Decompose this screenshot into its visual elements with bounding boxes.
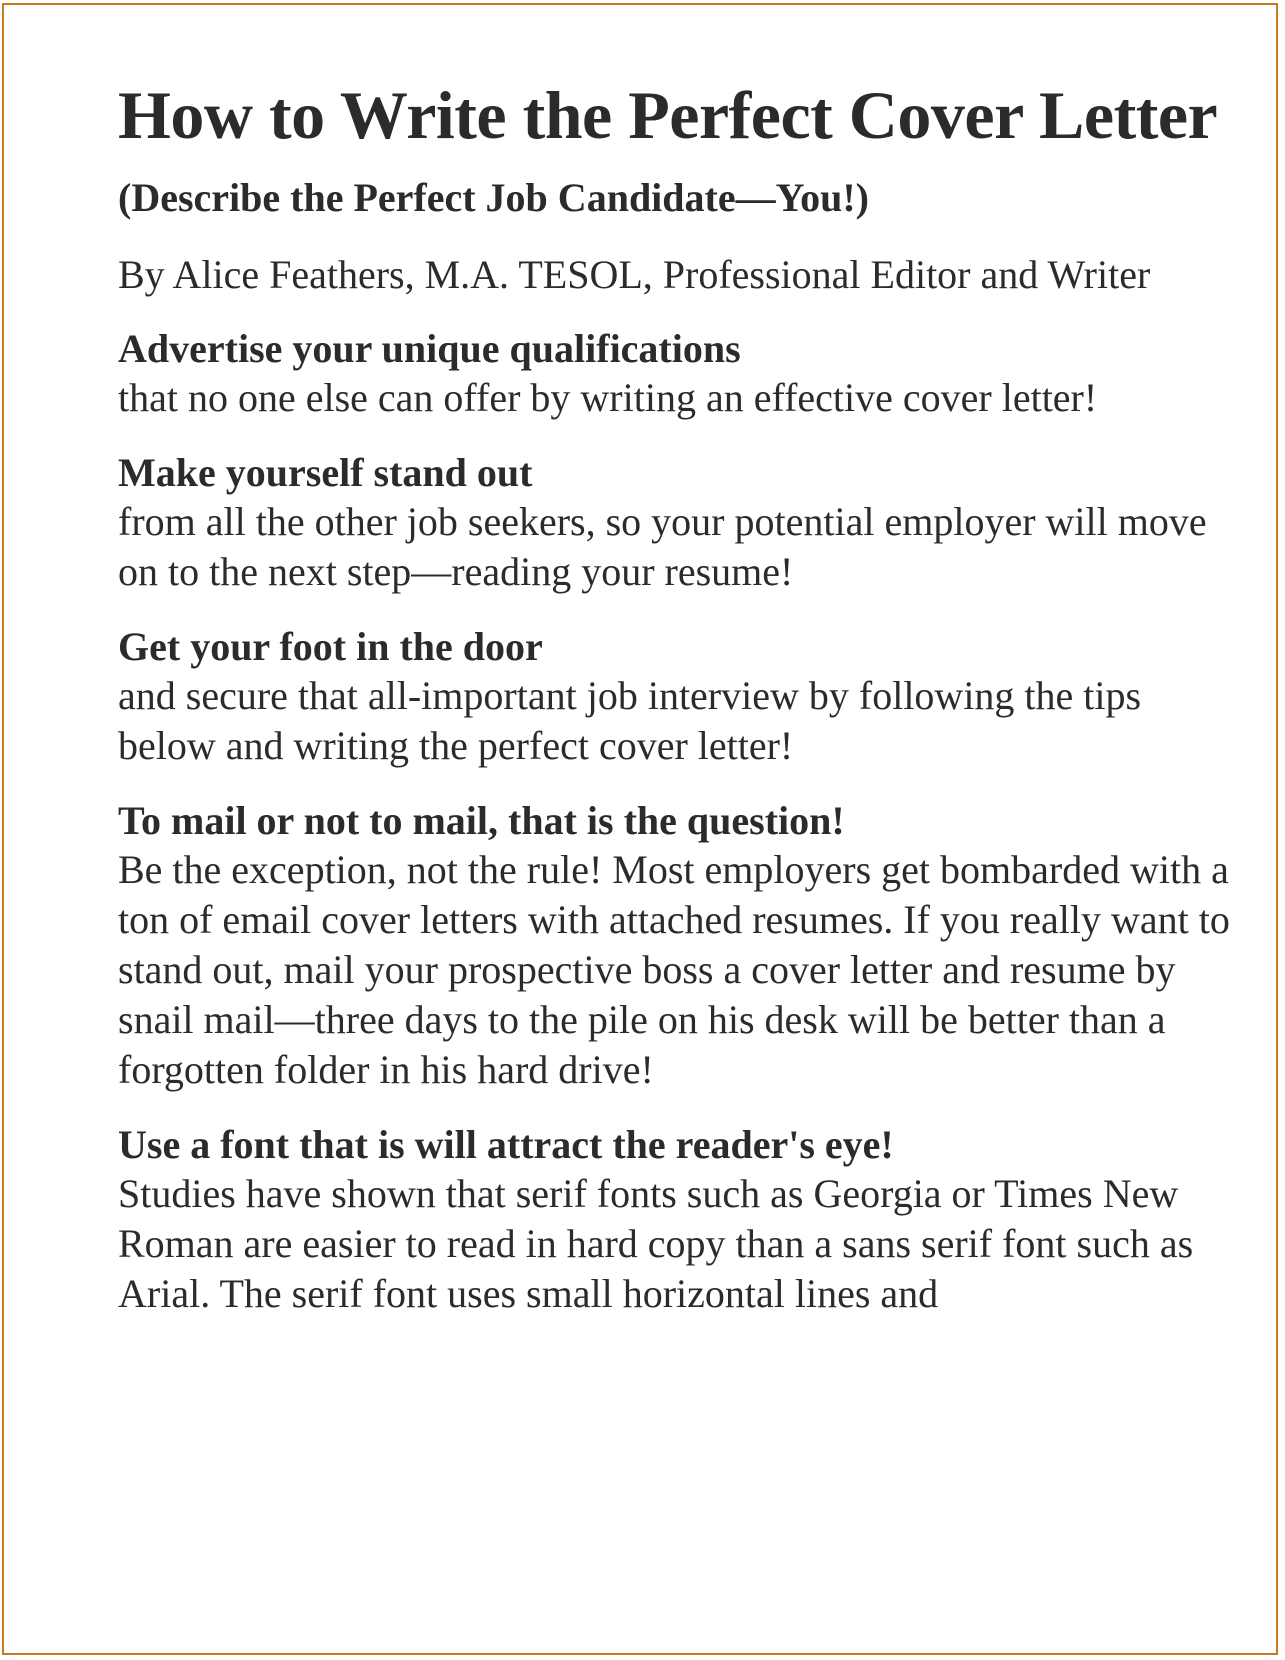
section-heading: Use a font that is will attract the reader's eye! (118, 1122, 894, 1167)
section-body: Studies have shown that serif fonts such as Georgia or Times New Roman are easier to read in hard copy than a sans serif font such as Arial. The serif font uses small horizontal lines and (118, 1171, 1194, 1316)
section-font (118, 1121, 1248, 1319)
section-heading: Make yourself stand out (118, 450, 533, 495)
section-body: that no one else can offer by writing an effective cover letter! (118, 375, 1098, 420)
section-mail (118, 797, 1248, 1095)
document-content (118, 78, 1248, 1319)
section-body: from all the other job seekers, so your potential employer will move on to the next step—reading your resume! (118, 499, 1207, 594)
document-title: How to Write the Perfect Cover Letter (118, 77, 1218, 153)
section-stand-out (118, 449, 1248, 597)
section-body: and secure that all-important job interview by following the tips below and writing the perfect cover letter! (118, 673, 1142, 768)
section-heading: To mail or not to mail, that is the question! (118, 798, 845, 843)
section-foot-in-door (118, 623, 1248, 771)
author-byline: By Alice Feathers, M.A. TESOL, Professional Editor and Writer (118, 252, 1151, 297)
section-advertise (118, 325, 1248, 423)
section-heading: Get your foot in the door (118, 624, 543, 669)
section-heading: Advertise your unique qualifications (118, 326, 741, 371)
document-subtitle: (Describe the Perfect Job Candidate—You!) (118, 175, 869, 220)
section-body: Be the exception, not the rule! Most employers get bombarded with a ton of email cover letters with attached resumes. If you really want to stand out, mail your prospective boss a cover letter and resume by snail mail—three days to the pile on his desk will be better than a forgotten folder in his hard drive! (118, 847, 1230, 1092)
